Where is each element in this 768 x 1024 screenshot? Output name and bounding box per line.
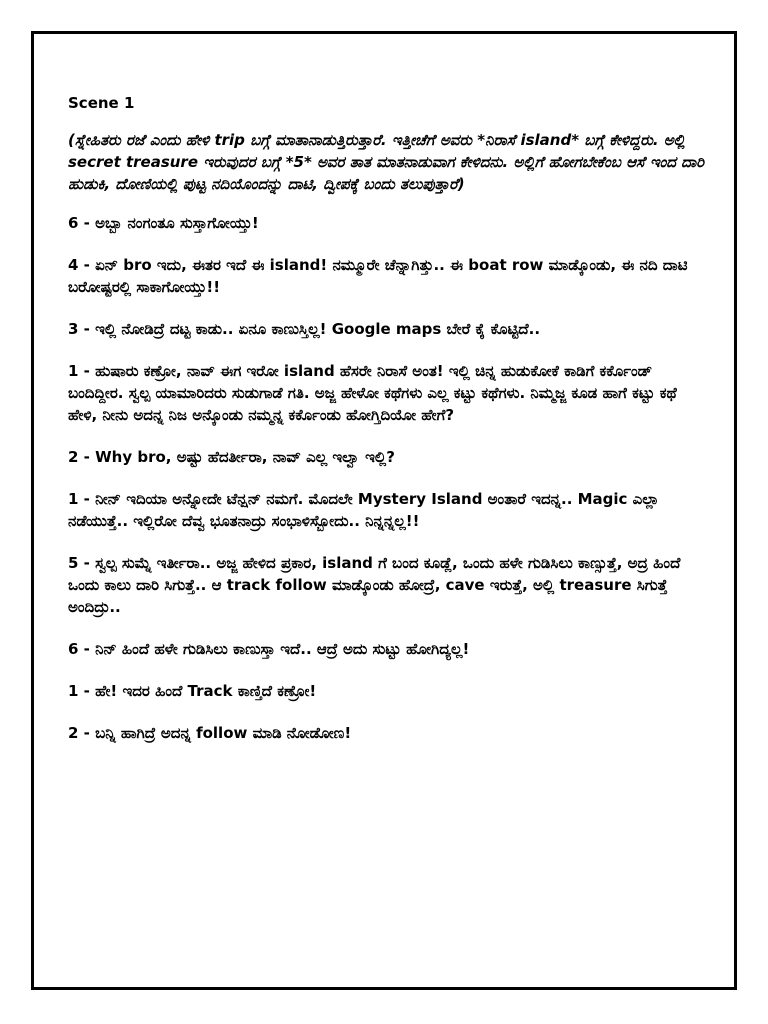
dialogue-line: 5 - ಸ್ವಲ್ಪ ಸುಮ್ನೆ ಇರ್ತೀರಾ.. ಅಜ್ಜ ಹೇಳಿದ ಪ್ರಕಾರ, island ಗೆ ಬಂದ ಕೂಡ್ಲೆ, ಒಂದು ಹಳೇ ಗುಡಿಸಿಲು ಕಾಣ್ಸುತ್ತೆ, ಅದ್ರ ಹಿಂದೆ ಒಂದು ಕಾಲು ದಾರಿ ಸಿಗುತ್ತೆ.. ಆ track follow ಮಾಡ್ಕೊಂಡು ಹೋದ್ರೆ, cave ಇರುತ್ತೆ, ಅಲ್ಲಿ treasure ಸಿಗುತ್ತೆ ಅಂದಿದ್ರು.. <box>68 554 681 616</box>
dialogue-line: 4 - ಏನ್ bro ಇದು, ಈತರ ಇದೆ ಈ island! ನಮ್ಮೂರೇ ಚೆನ್ನಾಗಿತ್ತು.. ಈ boat row ಮಾಡ್ಕೊಂಡು, ಈ ನದಿ ದಾಟಿ ಬರೋಷ್ಟರಲ್ಲಿ ಸಾಕಾಗೋಯ್ತು!! <box>68 256 688 296</box>
dialogue-line: 1 - ನೀನ್ ಇದಿಯಾ ಅನ್ನೋದೇ ಟೆನ್ಷನ್ ನಮಗೆ. ಮೊದಲೇ Mystery Island ಅಂತಾರೆ ಇದನ್ನ.. Magic ಎಲ್ಲಾ ನಡೆಯುತ್ತೆ.. ಇಲ್ಲಿರೋ ದೆವ್ವ ಭೂತನಾದ್ರು ಸಂಭಾಳಿಸ್ಬೋದು.. ನಿನ್ನನ್ನಲ್ಲ!! <box>68 490 660 530</box>
dialogue-line: 2 - Why bro, ಅಷ್ಟು ಹೆದರ್ತೀರಾ, ನಾವ್ ಎಲ್ಲ ಇಲ್ವಾ ಇಲ್ಲಿ? <box>68 448 395 466</box>
dialogue-line: 3 - ಇಲ್ಲಿ ನೋಡಿದ್ರೆ ದಟ್ಟ ಕಾಡು.. ಏನೂ ಕಾಣುಸ್ತಿಲ್ಲ! Google maps ಬೇರೆ ಕೈ ಕೊಟ್ಟಿದೆ.. <box>68 320 541 338</box>
page-border-frame <box>31 31 737 990</box>
dialogue-line: 6 - ಅಬ್ಬಾ ನಂಗಂತೂ ಸುಸ್ತಾಗೋಯ್ತು! <box>68 214 259 232</box>
dialogue-line: 1 - ಹೇ! ಇದರ ಹಿಂದೆ Track ಕಾಣ್ತಿದೆ ಕಣ್ರೋ! <box>68 682 317 700</box>
dialogue-line: 6 - ನಿನ್ ಹಿಂದೆ ಹಳೇ ಗುಡಿಸಿಲು ಕಾಣುಸ್ತಾ ಇದೆ.. ಆದ್ರೆ ಅದು ಸುಟ್ಟು ಹೋಗಿದ್ಯಲ್ಲ! <box>68 640 470 658</box>
scene-title: Scene 1 <box>68 94 135 112</box>
script-text <box>68 92 708 764</box>
scene-introduction: (ಸ್ನೇಹಿತರು ರಜೆ ಎಂದು ಹೇಳಿ trip ಬಗ್ಗೆ ಮಾತಾನಾಡುತ್ತಿರುತ್ತಾರೆ. ಇತ್ತೀಚೆಗೆ ಅವರು *ನಿರಾಸೆ island* ಬಗ್ಗೆ ಕೇಳಿದ್ದರು. ಅಲ್ಲಿ secret treasure ಇರುವುದರ ಬಗ್ಗೆ *5* ಅವರ ತಾತ ಮಾತನಾಡುವಾಗ ಕೇಳಿದನು. ಅಲ್ಲಿಗೆ ಹೋಗಬೇಕೆಂಬ ಆಸೆ ಇಂದ ದಾರಿ ಹುಡುಕಿ, ದೋಣಿಯಲ್ಲಿ ಪುಟ್ಟ ನದಿಯೊಂದನ್ನು ದಾಟಿ, ದ್ವೀಪಕ್ಕೆ ಬಂದು ತಲುಪುತ್ತಾರೆ) <box>68 131 705 193</box>
dialogue-line: 2 - ಬನ್ನಿ ಹಾಗಿದ್ರೆ ಅದನ್ನ follow ಮಾಡಿ ನೋಡೋಣ! <box>68 724 352 742</box>
dialogue-line: 1 - ಹುಷಾರು ಕಣ್ರೋ, ನಾವ್ ಈಗ ಇರೋ island ಹೆಸರೇ ನಿರಾಸೆ ಅಂತ! ಇಲ್ಲಿ ಚಿನ್ನ ಹುಡುಕೋಕೆ ಕಾಡಿಗೆ ಕರ್ಕೊಂಡ್ ಬಂದಿದ್ದೀರ. ಸ್ವಲ್ಪ ಯಾಮಾರಿದರು ಸುಡುಗಾಡೆ ಗತಿ. ಅಜ್ಜ ಹೇಳೋ ಕಥೆಗಳು ಎಲ್ಲ ಕಟ್ಟು ಕಥೆಗಳು. ನಿಮ್ಮಜ್ಜ ಕೂಡ ಹಾಗೆ ಕಟ್ಟು ಕಥೆ ಹೇಳಿ, ನೀನು ಅದನ್ನ ನಿಜ ಅನ್ಕೊಂಡು ನಮ್ಮನ್ನ ಕರ್ಕೊಂಡು ಹೋಗ್ತಿದಿಯೋ ಹೇಗೆ? <box>68 362 677 424</box>
